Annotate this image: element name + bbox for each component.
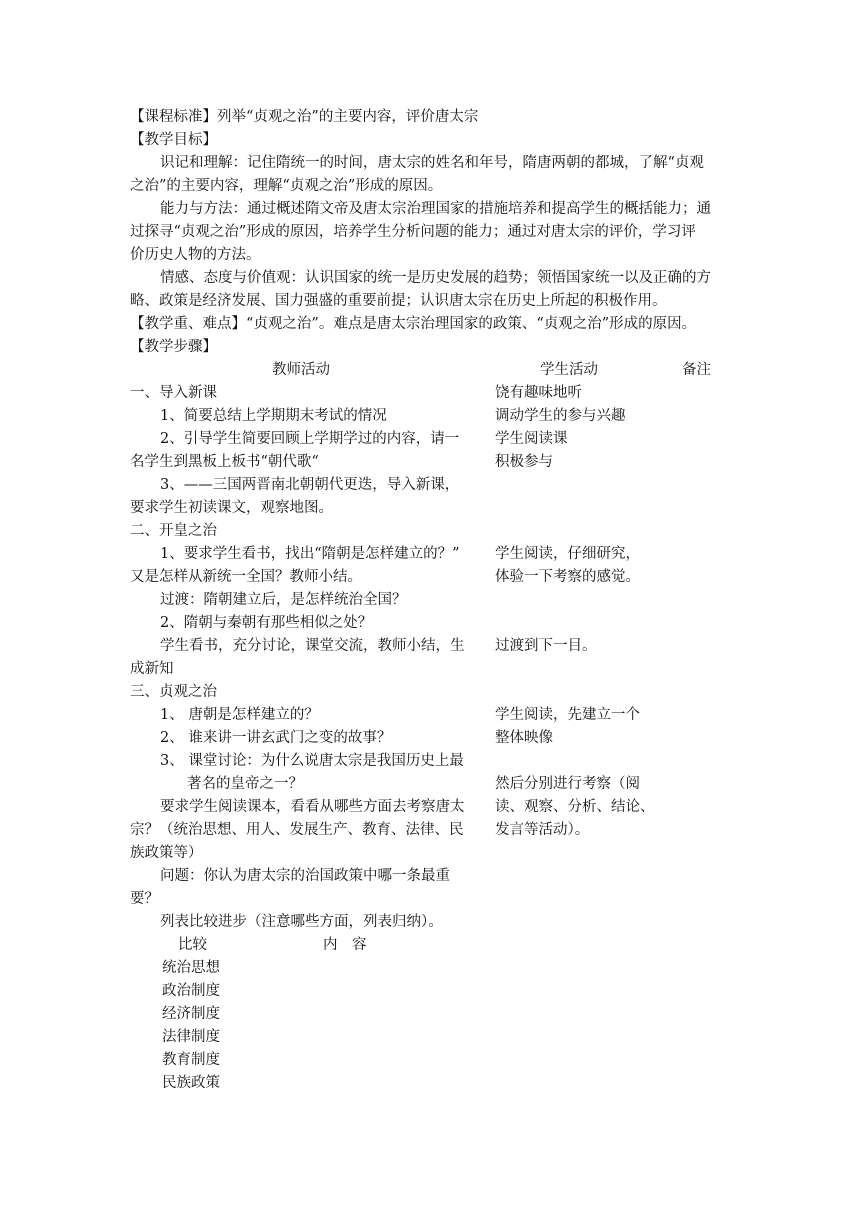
objective-emotion-line-2: 略、政策是经济发展、国力强盛的重要前提；认识唐太宗在历史上所起的积极作用。 <box>130 293 667 309</box>
student-line: 学生阅读，先建立一个 <box>495 707 640 723</box>
teacher-line: 著名的皇帝之一？ <box>187 776 303 792</box>
objective-knowledge-line-2: 之治”的主要内容，理解“贞观之治”形成的原因。 <box>130 178 443 194</box>
student-line: 积极参与 <box>495 454 553 470</box>
student-line: 整体映像 <box>495 730 553 746</box>
teacher-line: 族政策等） <box>130 845 203 861</box>
objective-ability-line-2: 过探寻“贞观之治”形成的原因，培养学生分析问题的能力；通过对唐太宗的评价，学习评 <box>130 224 696 240</box>
student-line: 发言等活动）。 <box>495 822 590 838</box>
key-points: 【教学重、难点】“贞观之治”。难点是唐太宗治理国家的政策、“贞观之治”形成的原因。 <box>130 316 697 332</box>
teacher-line: 要？ <box>130 891 159 907</box>
objective-ability-line-1: 能力与方法：通过概述隋文帝及唐太宗治理国家的措施培养和提高学生的概括能力；通 <box>160 201 711 217</box>
compare-header-content: 内 容 <box>323 937 367 953</box>
compare-header-item: 比较 <box>178 937 207 953</box>
teacher-line: 1、要求学生看书，找出“隋朝是怎样建立的？” <box>160 546 460 562</box>
teacher-line: 2、 谁来讲一讲玄武门之变的故事？ <box>160 730 392 746</box>
teacher-line: 3、 课堂讨论：为什么说唐太宗是我国历史上最 <box>160 753 464 769</box>
course-standard: 【课程标准】列举“贞观之治”的主要内容，评价唐太宗 <box>130 109 479 125</box>
compare-row-label: 民族政策 <box>162 1075 220 1091</box>
student-line: 过渡到下一目。 <box>495 638 597 654</box>
teacher-line: 二、开皇之治 <box>130 523 217 539</box>
teacher-line: 学生看书，充分讨论，课堂交流，教师小结，生 <box>160 638 465 654</box>
teacher-line: 成新知 <box>130 661 174 677</box>
steps-title: 【教学步骤】 <box>130 339 217 355</box>
column-header-notes: 备注 <box>682 362 711 378</box>
column-header-student: 学生活动 <box>540 362 598 378</box>
student-line: 学生阅读，仔细研究， <box>495 546 640 562</box>
teacher-line: 列表比较进步（注意哪些方面，列表归纳）。 <box>160 914 443 930</box>
teacher-line: 3、——三国两晋南北朝朝代更迭，导入新课， <box>160 477 460 493</box>
objective-knowledge-line-1: 识记和理解：记住隋统一的时间，唐太宗的姓名和年号，隋唐两朝的都城，了解“贞观 <box>160 155 704 171</box>
objectives-title: 【教学目标】 <box>130 132 217 148</box>
compare-row-label: 统治思想 <box>162 960 220 976</box>
teacher-line: 名学生到黑板上板书“朝代歌“ <box>130 454 319 470</box>
teacher-line: 2、隋朝与秦朝有那些相似之处？ <box>160 615 373 631</box>
teacher-line: 要求学生初读课文，观察地图。 <box>130 500 333 516</box>
teacher-line: 要求学生阅读课本，看看从哪些方面去考察唐太 <box>160 799 465 815</box>
teacher-line: 一、导入新课 <box>130 385 217 401</box>
student-line: 饶有趣味地听 <box>495 385 582 401</box>
compare-row-label: 政治制度 <box>162 983 220 999</box>
teacher-line: 又是怎样从新统一全国？教师小结。 <box>130 569 362 585</box>
teacher-line: 三、贞观之治 <box>130 684 217 700</box>
compare-row-label: 法律制度 <box>162 1029 220 1045</box>
student-line: 学生阅读课 <box>495 431 568 447</box>
compare-row-label: 教育制度 <box>162 1052 220 1068</box>
student-line: 调动学生的参与兴趣 <box>495 408 626 424</box>
objective-emotion-line-1: 情感、态度与价值观：认识国家的统一是历史发展的趋势；领悟国家统一以及正确的方 <box>160 270 711 286</box>
compare-row-label: 经济制度 <box>162 1006 220 1022</box>
objective-ability-line-3: 价历史人物的方法。 <box>130 247 261 263</box>
column-header-teacher: 教师活动 <box>272 362 330 378</box>
teacher-line: 2、引导学生简要回顾上学期学过的内容，请一 <box>160 431 460 447</box>
student-line: 然后分别进行考察（阅 <box>495 776 640 792</box>
teacher-line: 过渡：隋朝建立后，是怎样统治全国？ <box>160 592 407 608</box>
teacher-line: 1、简要总结上学期期末考试的情况 <box>160 408 387 424</box>
student-line: 读、观察、分析、结论、 <box>495 799 655 815</box>
student-line: 体验一下考察的感觉。 <box>495 569 640 585</box>
teacher-line: 问题：你认为唐太宗的治国政策中哪一条最重 <box>160 868 450 884</box>
teacher-line: 1、 唐朝是怎样建立的？ <box>160 707 319 723</box>
teacher-line: 宗？（统治思想、用人、发展生产、教育、法律、民 <box>130 822 464 838</box>
